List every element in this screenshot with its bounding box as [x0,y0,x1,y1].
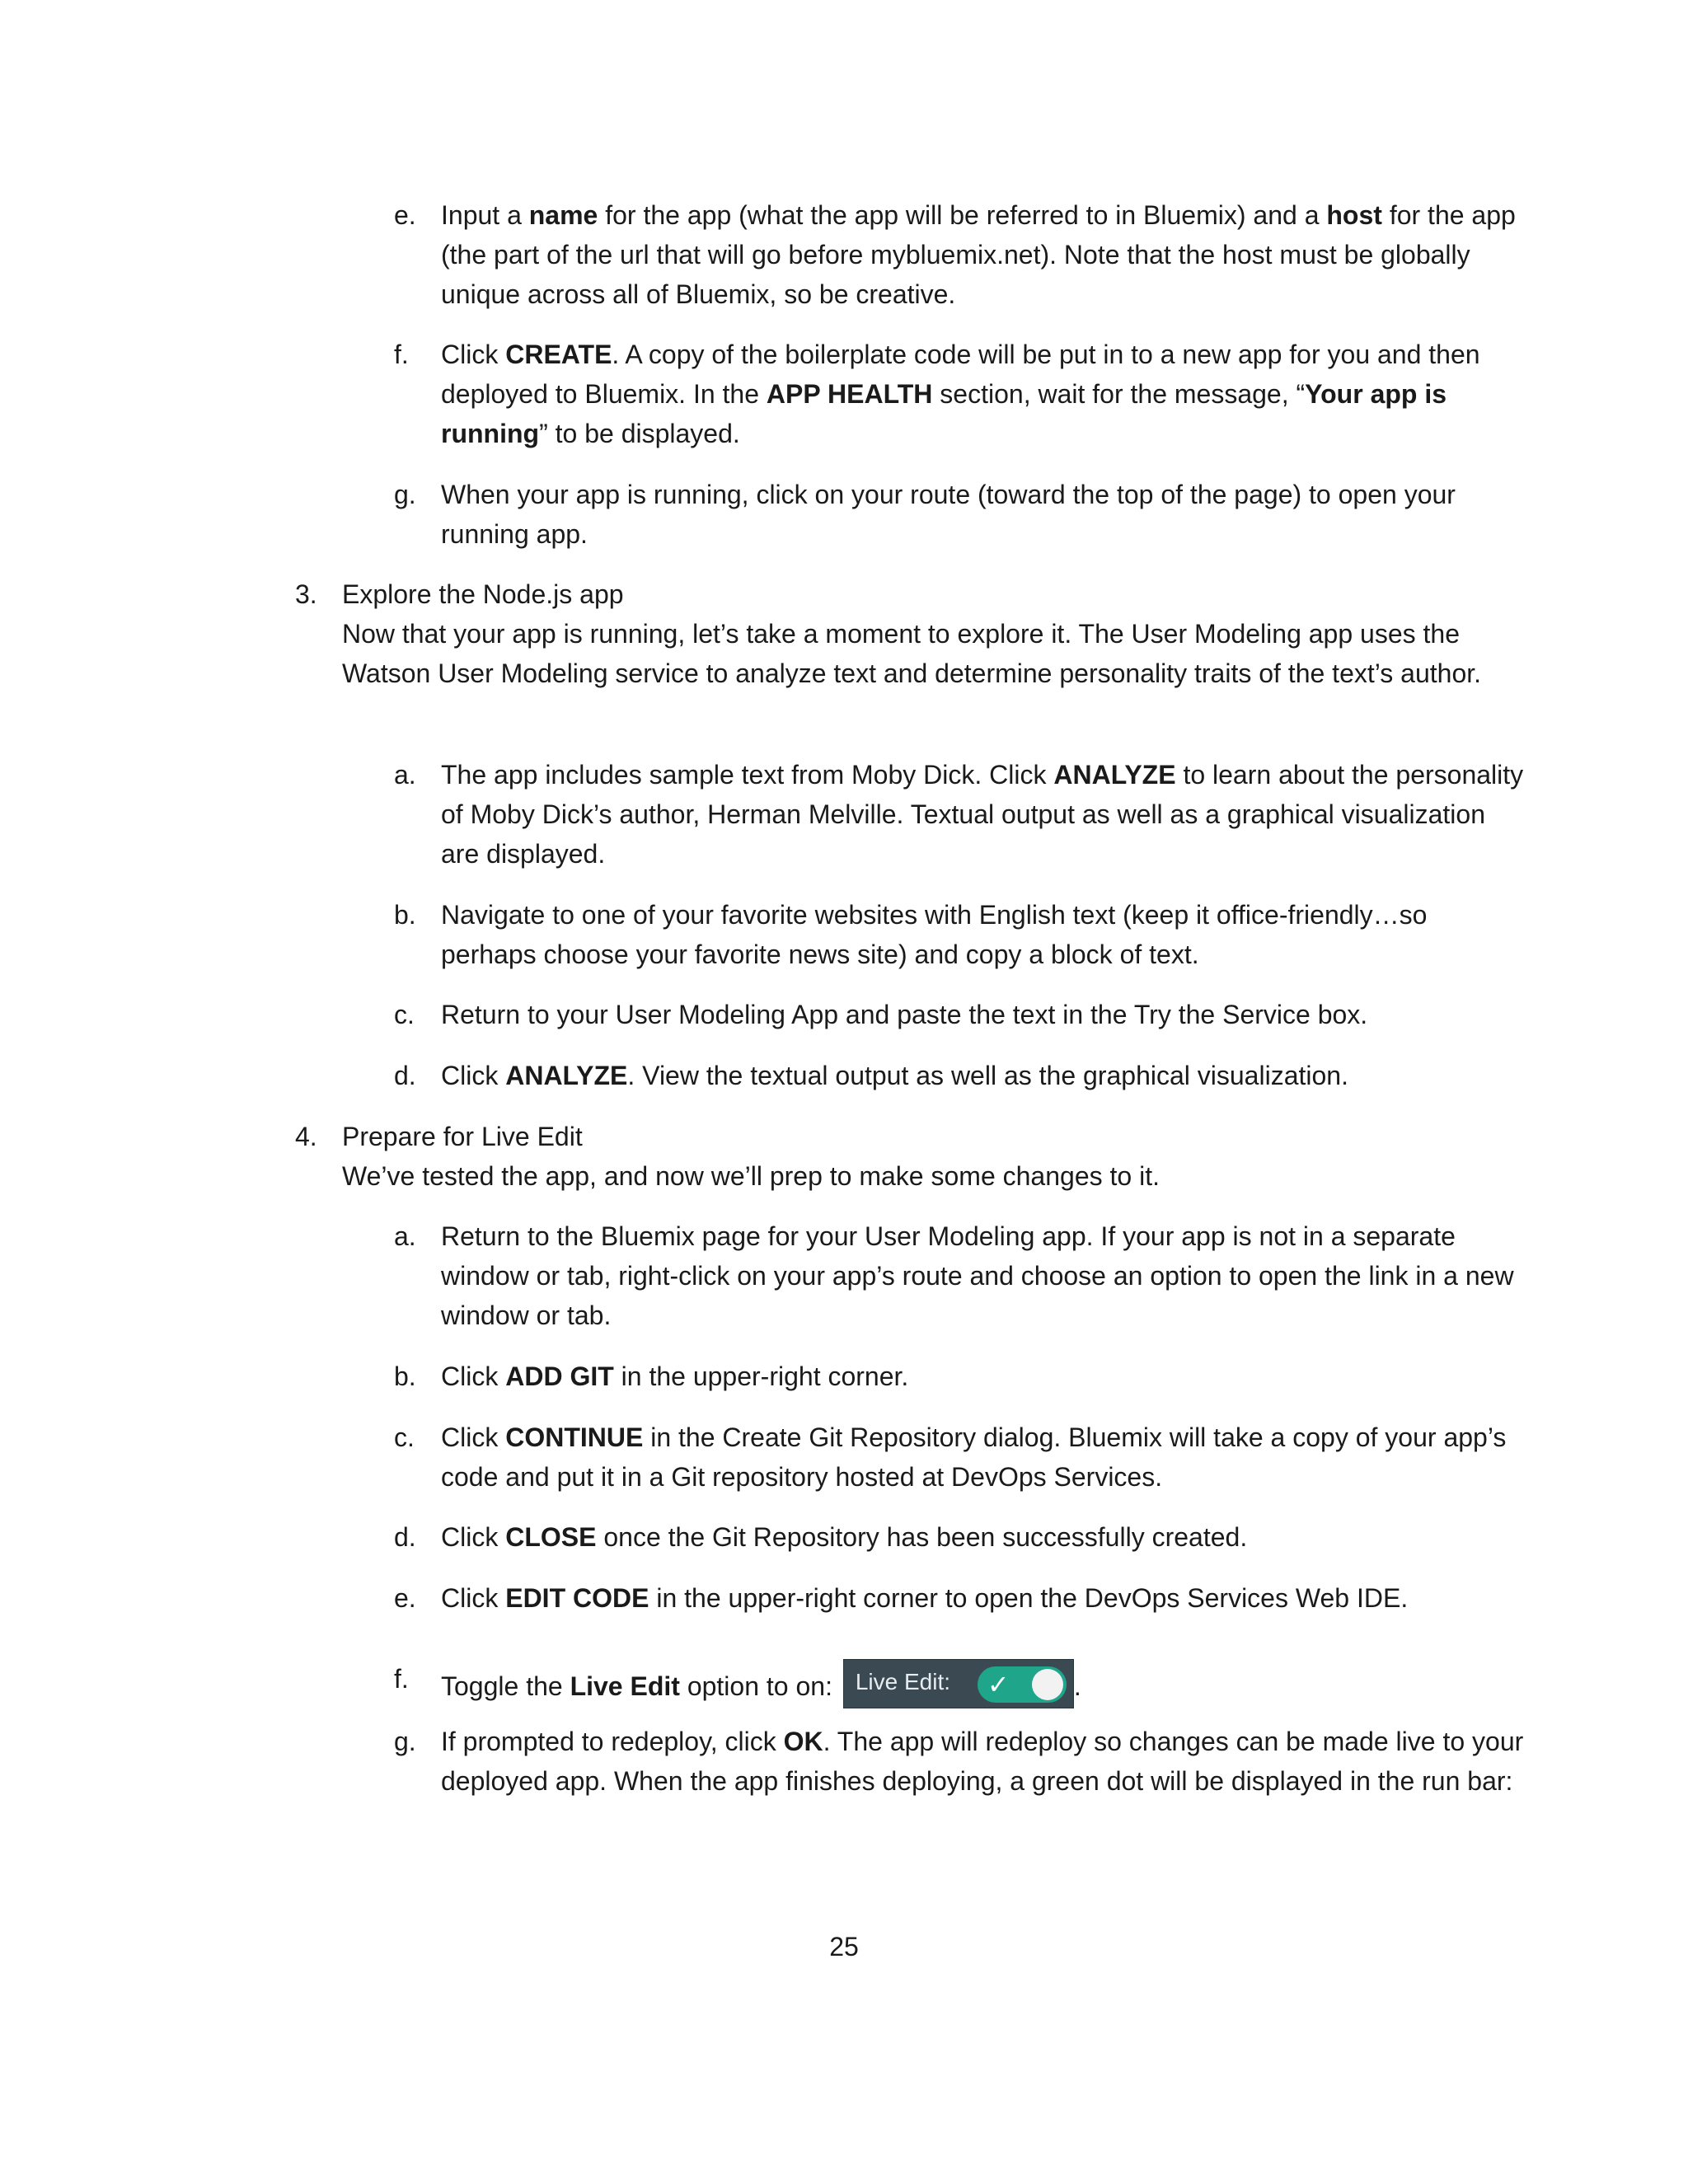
list-marker: c. [394,1000,415,1029]
list-marker: d. [394,1522,416,1552]
list-marker: d. [394,1061,416,1090]
list-item-f-1: f. Click CREATE. A copy of the boilerplate code will be put in to a new app for you and then deployed to Bluemix. In the APP HEALTH section, wait for the message, “Your app is running” to be displayed. [441,335,1529,453]
section-intro: Now that your app is running, let’s take a moment to explore it. The User Modeling app uses the Watson User Modeling service to analyze text and determine personality traits of the text’s author. [342,619,1482,688]
section-3-explore [295,574,1529,693]
page-number: 25 [829,1932,859,1961]
list-marker: c. [394,1422,415,1452]
section-number: 3. [295,579,317,609]
list-item-e-1: e. Input a name for the app (what the app will be referred to in Bluemix) and a host for the app (the part of the url that will go before mybluemix.net). Note that the host must be globally unique across all of Bluemix, so be creative. [441,195,1529,314]
check-icon: ✓ [987,1669,1010,1700]
list-marker: a. [394,1221,416,1251]
list-item-a-2: a. Return to the Bluemix page for your User Modeling app. If your app is not in a separate window or tab, right-click on your app’s route and choose an option to open the link in a new window or tab. [441,1216,1529,1335]
list-item-d-1: d. Click ANALYZE. View the textual output as well as the graphical visualization. [441,1056,1529,1095]
list-item-g-2: g. If prompted to redeploy, click OK. The app will redeploy so changes can be made live to your deployed app. When the app finishes deploying, a green dot will be displayed in the run bar: [441,1722,1529,1801]
list-item-a-1: a. The app includes sample text from Moby Dick. Click ANALYZE to learn about the personality of Moby Dick’s author, Herman Melville. Textual output as well as a graphical visualization are displayed. [441,755,1529,874]
list-item-c-1: c. Return to your User Modeling App and paste the text in the Try the Service box. [441,995,1529,1034]
list-marker: e. [394,1583,416,1613]
list-marker: g. [394,480,416,509]
list-item-e-2: e. Click EDIT CODE in the upper-right corner to open the DevOps Services Web IDE. [441,1578,1529,1618]
list-marker: f. [394,1664,409,1694]
list-marker: b. [394,900,416,930]
list-marker: a. [394,760,416,790]
section-heading: Prepare for Live Edit [342,1122,583,1151]
list-item-d-2: d. Click CLOSE once the Git Repository has been successfully created. [441,1517,1529,1557]
section-heading: Explore the Node.js app [342,579,624,609]
toggle-switch [978,1666,1067,1703]
list-marker: g. [394,1727,416,1756]
list-marker: f. [394,340,409,369]
live-edit-toggle-screenshot [843,1659,1074,1708]
toggle-knob [1032,1669,1063,1700]
live-edit-label: Live Edit: [855,1669,951,1694]
list-marker: b. [394,1361,416,1391]
section-4-prepare [295,1117,1529,1196]
list-item-b-2: b. Click ADD GIT in the upper-right corner. [441,1357,1529,1396]
list-item-f-2: f. Toggle the Live Edit option to on: Live Edit: ✓ . [441,1659,1529,1708]
section-intro: We’ve tested the app, and now we’ll prep to make some changes to it. [342,1161,1160,1191]
list-item-g-1: g. When your app is running, click on your route (toward the top of the page) to open your running app. [441,475,1529,554]
section-number: 4. [295,1122,317,1151]
list-item-b-1: b. Navigate to one of your favorite websites with English text (keep it office-friendly…so perhaps choose your favorite news site) and copy a block of text. [441,895,1529,974]
list-item-c-2: c. Click CONTINUE in the Create Git Repository dialog. Bluemix will take a copy of your app’s code and put it in a Git repository hosted at DevOps Services. [441,1418,1529,1497]
list-marker: e. [394,200,416,230]
